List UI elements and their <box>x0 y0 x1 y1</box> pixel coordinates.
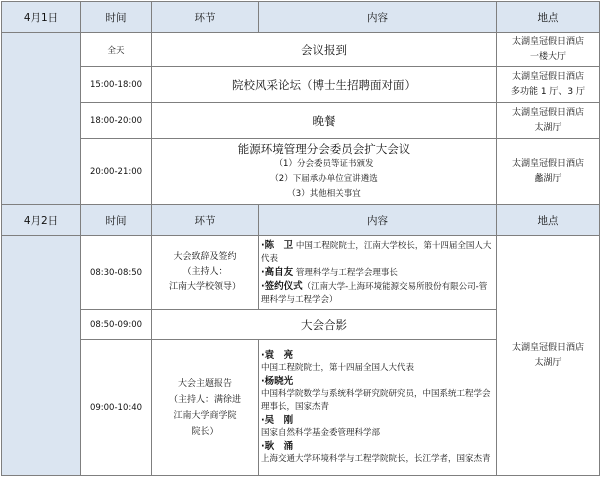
table-row <box>2 67 600 103</box>
day2-date-column <box>2 236 81 476</box>
time-cell: 09:00-10:40 <box>81 340 152 476</box>
col-location-header: 地点 <box>497 205 600 236</box>
day2-header-row <box>2 205 600 236</box>
location-cell: 太湖皇冠假日酒店 一楼大厅 <box>497 33 600 67</box>
day2-date: 4月2日 <box>2 205 81 236</box>
table-row <box>2 236 600 310</box>
session-cell: 大会主题报告 （主持人：满徐进 江南大学商学院 院长） <box>152 340 259 476</box>
time-cell: 15:00-18:00 <box>81 67 152 103</box>
location-cell: 太湖皇冠假日酒店 太湖厅 <box>497 103 600 139</box>
day1-date: 4月1日 <box>2 2 81 33</box>
content-cell: 会议报到 <box>152 33 497 67</box>
content-cell: 院校风采论坛（博士生招聘面对面） <box>152 67 497 103</box>
table-row <box>2 33 600 67</box>
schedule-table <box>1 1 600 476</box>
col-content-header: 内容 <box>259 205 497 236</box>
session-cell: 大会致辞及签约 （主持人： 江南大学校领导） <box>152 236 259 310</box>
col-time-header: 时间 <box>81 2 152 33</box>
location-cell: 太湖皇冠假日酒店 太湖厅 <box>497 236 600 476</box>
time-cell: 08:50-09:00 <box>81 310 152 340</box>
content-cell: 能源环境管理分会委员会扩大会议 （1）分会委员等证书颁发 （2）下届承办单位宣讲遴选 （3）其他相关事宜 <box>152 139 497 205</box>
time-cell: 08:30-08:50 <box>81 236 152 310</box>
day1-header-row <box>2 2 600 33</box>
speakers-cell: ·陈 卫 中国工程院院士，江南大学校长，第十四届全国人大代表 ·高自友 管理科学与工程学会理事长 ·签约仪式（江南大学-上海环境能源交易所股份有限公司-管理科学与工程学会） <box>259 236 497 310</box>
table-row <box>2 139 600 205</box>
time-cell: 全天 <box>81 33 152 67</box>
table-row <box>2 103 600 139</box>
col-session-header: 环节 <box>152 205 259 236</box>
col-session-header: 环节 <box>152 2 259 33</box>
time-cell: 18:00-20:00 <box>81 103 152 139</box>
day1-date-column <box>2 33 81 205</box>
speakers-cell: ·袁 亮 中国工程院院士，第十四届全国人大代表 ·杨晓光 中国科学院数学与系统科学研究院研究员，中国系统工程学会理事长，国家杰青 ·吴 刚 国家自然科学基金委管理科学部 ·耿 涌 上海交通大学环境科学与工程学院院长，长江学者，国家杰青 <box>259 340 497 476</box>
location-cell: 太湖皇冠假日酒店 蠡湖厅 <box>497 139 600 205</box>
col-location-header: 地点 <box>497 2 600 33</box>
col-time-header: 时间 <box>81 205 152 236</box>
col-content-header: 内容 <box>259 2 497 33</box>
content-cell: 大会合影 <box>152 310 497 340</box>
time-cell: 20:00-21:00 <box>81 139 152 205</box>
location-cell: 太湖皇冠假日酒店 多功能 1 厅、3 厅 <box>497 67 600 103</box>
content-cell: 晚餐 <box>152 103 497 139</box>
